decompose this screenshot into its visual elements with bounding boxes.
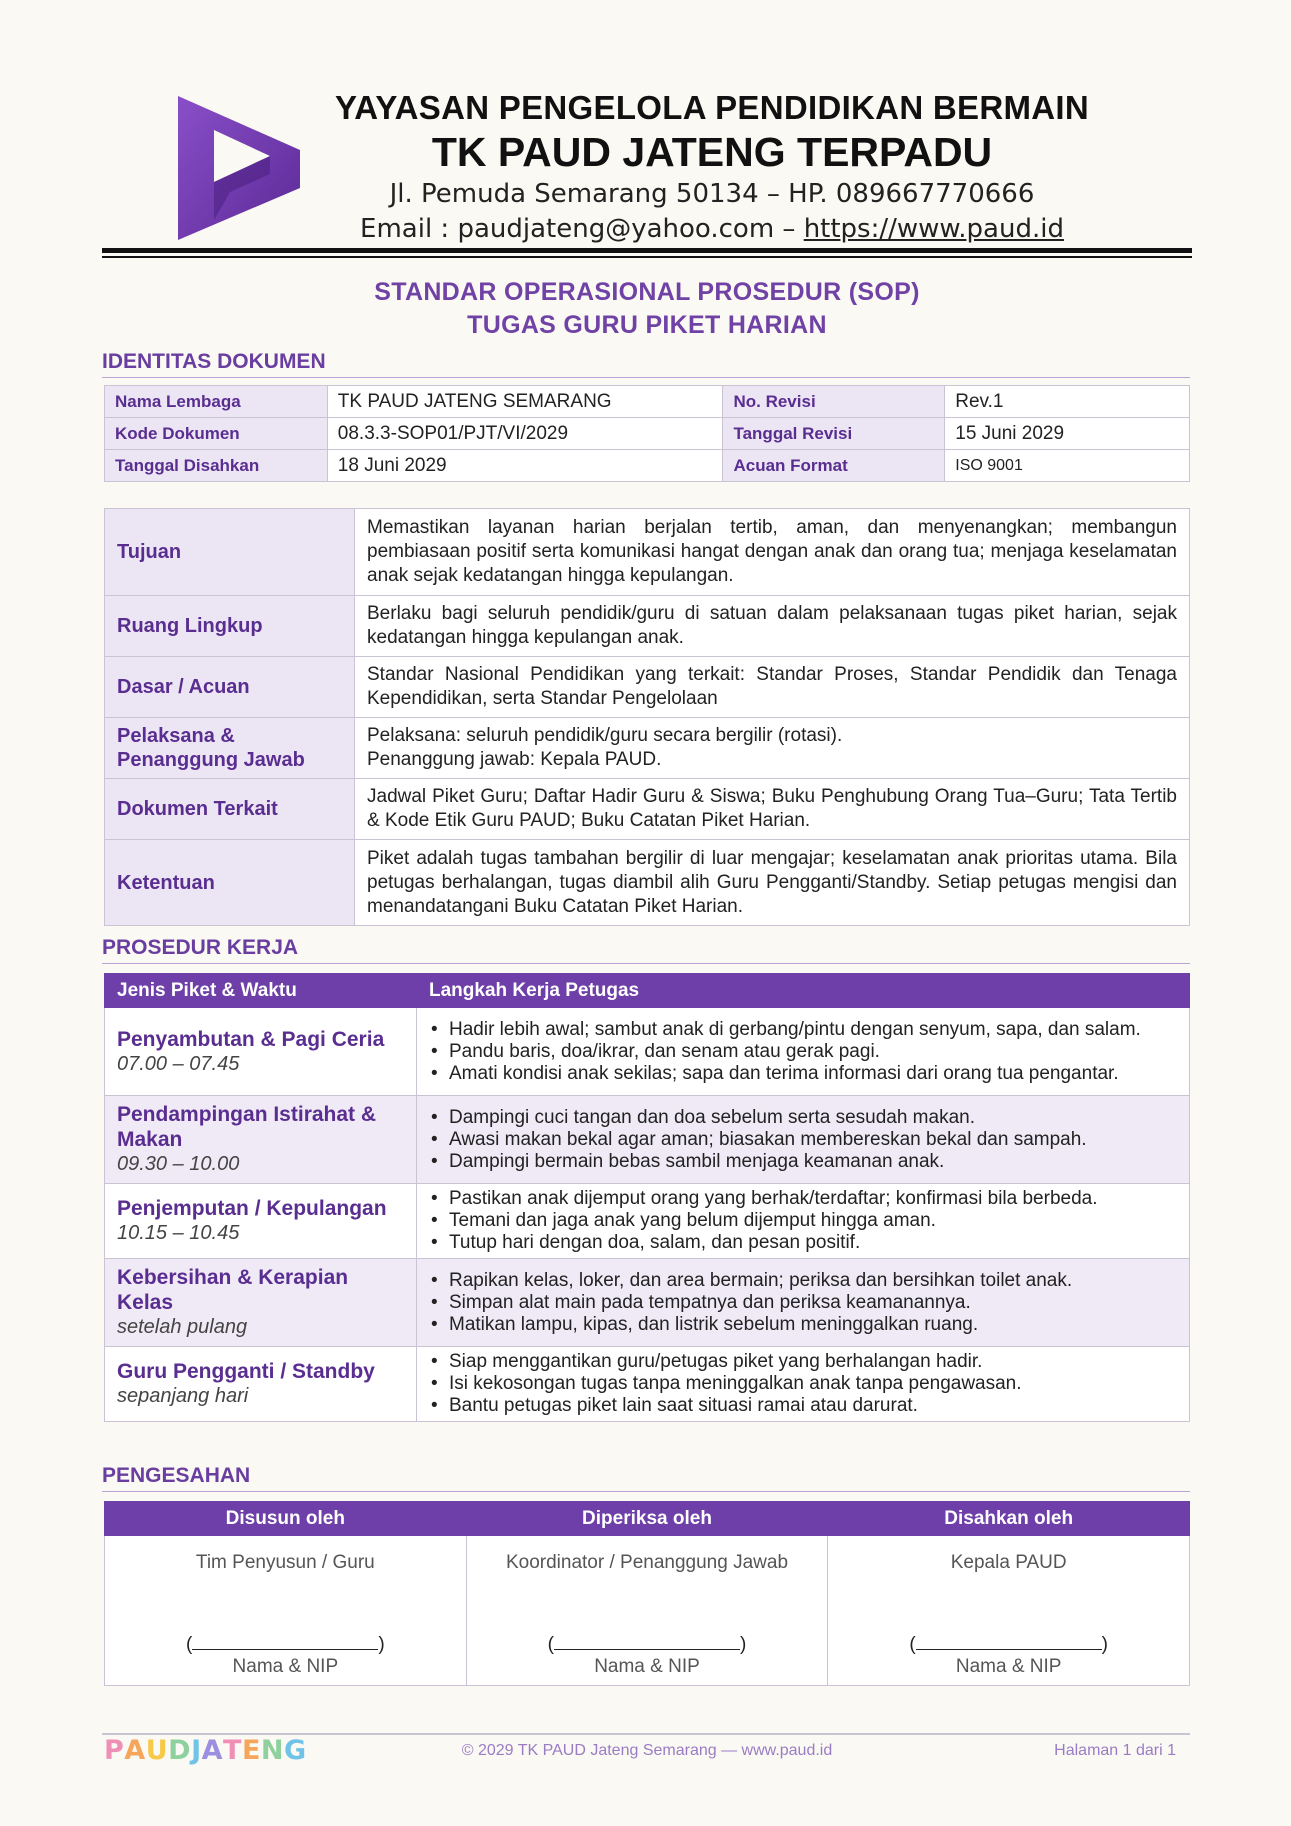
- info-value: [355, 718, 1190, 779]
- procedure-time: sepanjang hari: [117, 1385, 249, 1407]
- identity-label: Kode Dokumen: [105, 418, 328, 450]
- identity-label: Tanggal Disahkan: [105, 450, 328, 482]
- signature-cell: [828, 1536, 1190, 1686]
- info-value-line: Pelaksana: seluruh pendidik/guru secara bergilir (rotasi).: [367, 725, 843, 746]
- identity-row: [105, 418, 1190, 450]
- procedure-step: • Dampingi bermain bebas sambil menjaga keamanan anak.: [431, 1151, 1177, 1173]
- procedure-row: [105, 1008, 1190, 1096]
- procedure-step: • Tutup hari dengan doa, salam, dan pesan positif.: [431, 1232, 1177, 1254]
- footer-logo-letter: T: [223, 1735, 242, 1766]
- procedure-step: • Matikan lampu, kipas, dan listrik sebelum meninggalkan ruang.: [431, 1314, 1177, 1336]
- procedure-row: [105, 1096, 1190, 1184]
- info-label: Pelaksana & Penanggung Jawab: [105, 718, 355, 779]
- procedure-steps-list: [431, 1270, 1177, 1336]
- procedure-time: 09.30 – 10.00: [117, 1153, 240, 1175]
- school-contact: [332, 212, 1092, 246]
- procedure-steps-cell: [417, 1259, 1190, 1347]
- procedure-step: • Hadir lebih awal; sambut anak di gerbang/pintu dengan senyum, sapa, dan salam.: [431, 1019, 1177, 1041]
- letterhead: [102, 88, 1192, 256]
- identity-row: [105, 450, 1190, 482]
- procedure-step: • Temani dan jaga anak yang belum dijemput hingga aman.: [431, 1210, 1177, 1232]
- footer-logo-letter: N: [260, 1735, 284, 1766]
- info-label: Dokumen Terkait: [105, 779, 355, 840]
- identity-value: ISO 9001: [945, 450, 1190, 482]
- procedure-row: [105, 1184, 1190, 1259]
- identity-label: Tanggal Revisi: [723, 418, 945, 450]
- procedure-col-jenis: Jenis Piket & Waktu: [105, 974, 417, 1008]
- procedure-steps-list: [431, 1351, 1177, 1417]
- signature-blank: [554, 1632, 740, 1650]
- signature-close-paren: ): [739, 1634, 747, 1655]
- title-line-1: STANDAR OPERASIONAL PROSEDUR (SOP): [374, 278, 920, 306]
- procedure-jenis-cell: [105, 1008, 417, 1096]
- info-row: [105, 596, 1190, 657]
- identity-label: Acuan Format: [723, 450, 945, 482]
- signature-open-paren: (: [909, 1634, 916, 1655]
- letterhead-text: [332, 88, 1092, 246]
- procedure-name: Kebersihan & Kerapian Kelas: [117, 1266, 349, 1314]
- procedure-steps-cell: [417, 1008, 1190, 1096]
- signature-close-paren: ): [1101, 1634, 1108, 1655]
- procedure-steps-list: [431, 1188, 1177, 1254]
- footer-logo-letter: P: [104, 1735, 125, 1766]
- procedure-step: • Bantu petugas piket lain saat situasi ramai atau darurat.: [431, 1395, 1177, 1417]
- procedure-steps-list: [431, 1107, 1177, 1173]
- letterhead-rule-thin: [102, 256, 1192, 258]
- info-value: Memastikan layanan harian berjalan tertib, aman, dan menyenangkan; membangun pembiasaan positif serta komunikasi hangat dengan anak dan orang tua; menjaga keselamatan anak sejak kedatangan hingga kepulangan.: [355, 509, 1190, 596]
- procedure-step: • Isi kekosongan tugas tanpa meninggalkan anak tanpa pengawasan.: [431, 1373, 1177, 1395]
- signature-col-title: Disahkan oleh: [828, 1502, 1190, 1536]
- procedure-jenis-cell: [105, 1184, 417, 1259]
- signature-line: [467, 1632, 828, 1656]
- signature-line: [105, 1632, 466, 1656]
- signature-nip-label: Nama & NIP: [955, 1656, 1062, 1677]
- identity-value: 18 Juni 2029: [327, 450, 723, 482]
- footer-logo-letter: E: [241, 1735, 261, 1766]
- info-label: Ruang Lingkup: [105, 596, 355, 657]
- procedure-row: [105, 1259, 1190, 1347]
- procedure-table: [104, 973, 1190, 1422]
- info-value: Piket adalah tugas tambahan bergilir di luar mengajar; keselamatan anak prioritas utama. Bila petugas berhalangan, tugas diambil alih Guru Pengganti/Standby. Setiap petugas mengisi dan menandatangani Buku Catatan Piket Harian.: [355, 840, 1190, 926]
- footer-logo-letter: D: [168, 1735, 192, 1766]
- school-name: TK PAUD JATENG TERPADU: [431, 129, 993, 175]
- signature-blank: [192, 1632, 378, 1650]
- procedure-step: • Simpan alat main pada tempatnya dan periksa keamanannya.: [431, 1292, 1177, 1314]
- info-value: Berlaku bagi seluruh pendidik/guru di satuan dalam pelaksanaan tugas piket harian, sejak kedatangan hingga kepulangan anak.: [355, 596, 1190, 657]
- signature-table: [104, 1501, 1190, 1686]
- procedure-steps-list: [431, 1019, 1177, 1085]
- signature-cell: [105, 1536, 467, 1686]
- info-label: Ketentuan: [105, 840, 355, 926]
- footer-page-number: Halaman 1 dari 1: [1054, 1742, 1176, 1759]
- identity-value: 15 Juni 2029: [945, 418, 1190, 450]
- email-text: Email : paudjateng@yahoo.com –: [360, 214, 804, 244]
- identity-table: [104, 385, 1190, 482]
- foundation-name: YAYASAN PENGELOLA PENDIDIKAN BERMAIN: [334, 89, 1090, 126]
- signature-line: [828, 1632, 1189, 1656]
- procedure-row: [105, 1347, 1190, 1422]
- info-label: Tujuan: [105, 509, 355, 596]
- procedure-name: Guru Pengganti / Standby: [117, 1360, 375, 1383]
- procedure-step: • Siap menggantikan guru/petugas piket yang berhalangan hadir.: [431, 1351, 1177, 1373]
- signature-close-paren: ): [378, 1634, 385, 1655]
- procedure-step: • Awasi makan bekal agar aman; biasakan membereskan bekal dan sampah.: [431, 1129, 1177, 1151]
- signature-col-title: Diperiksa oleh: [466, 1502, 828, 1536]
- procedure-col-langkah: Langkah Kerja Petugas: [417, 974, 1190, 1008]
- procedure-steps-cell: [417, 1096, 1190, 1184]
- identity-value: Rev.1: [945, 386, 1190, 418]
- procedure-time: 07.00 – 07.45: [117, 1052, 240, 1075]
- footer-logo-letter: A: [201, 1735, 224, 1766]
- sop-info-table: [104, 508, 1190, 926]
- procedure-step: • Pastikan anak dijemput orang yang berhak/terdaftar; konfirmasi bila berbeda.: [431, 1188, 1177, 1210]
- procedure-step: • Rapikan kelas, loker, dan area bermain; periksa dan bersihkan toilet anak.: [431, 1270, 1177, 1292]
- info-row: [105, 509, 1190, 596]
- section-heading-pengesahan: PENGESAHAN: [102, 1464, 1190, 1492]
- identity-value: 08.3.3-SOP01/PJT/VI/2029: [327, 418, 723, 450]
- info-value: Jadwal Piket Guru; Daftar Hadir Guru & Siswa; Buku Penghubung Orang Tua–Guru; Tata Tertib & Kode Etik Guru PAUD; Buku Catatan Piket Harian.: [355, 779, 1190, 840]
- identity-value: TK PAUD JATENG SEMARANG: [327, 386, 723, 418]
- identity-label: No. Revisi: [723, 386, 945, 418]
- signature-role: Tim Penyusun / Guru: [195, 1552, 375, 1573]
- info-row: [105, 657, 1190, 718]
- signature-nip-label: Nama & NIP: [594, 1656, 700, 1677]
- procedure-time: 10.15 – 10.45: [117, 1222, 240, 1244]
- procedure-name: Penjemputan / Kepulangan: [117, 1197, 387, 1220]
- footer-logo-letter: A: [124, 1735, 146, 1766]
- signature-role: Koordinator / Penanggung Jawab: [505, 1552, 789, 1573]
- website-link[interactable]: https://www.paud.id: [803, 214, 1064, 244]
- procedure-jenis-cell: [105, 1347, 417, 1422]
- info-label: Dasar / Acuan: [105, 657, 355, 718]
- info-value-line: Penanggung jawab: Kepala PAUD.: [367, 749, 662, 770]
- procedure-name: Penyambutan & Pagi Ceria: [117, 1027, 385, 1051]
- footer-copyright: © 2029 TK PAUD Jateng Semarang — www.paud.id: [461, 1742, 833, 1759]
- procedure-step: • Dampingi cuci tangan dan doa sebelum serta sesudah makan.: [431, 1107, 1177, 1129]
- signature-cell: [466, 1536, 828, 1686]
- identity-label: Nama Lembaga: [105, 386, 328, 418]
- footer-logo-letter: U: [145, 1735, 169, 1766]
- info-value: Standar Nasional Pendidikan yang terkait: Standar Proses, Standar Pendidik dan Tenaga Kependidikan, serta Standar Pengelolaan: [355, 657, 1190, 718]
- footer-logo-letter: G: [284, 1735, 307, 1766]
- identity-row: [105, 386, 1190, 418]
- procedure-step: • Pandu baris, doa/ikrar, dan senam atau gerak pagi.: [431, 1041, 1177, 1063]
- info-row: [105, 718, 1190, 779]
- info-row: [105, 840, 1190, 926]
- signature-open-paren: (: [547, 1634, 554, 1655]
- section-heading-prosedur: PROSEDUR KERJA: [102, 936, 1190, 964]
- letterhead-rule-thick: [102, 248, 1192, 253]
- document-title: [102, 276, 1192, 342]
- footer-logo-letter: J: [191, 1735, 202, 1766]
- procedure-step: • Amati kondisi anak sekilas; sapa dan terima informasi dari orang tua pengantar.: [431, 1063, 1177, 1085]
- title-line-2: TUGAS GURU PIKET HARIAN: [467, 311, 827, 339]
- signature-nip-label: Nama & NIP: [232, 1656, 339, 1677]
- school-address: Jl. Pemuda Semarang 50134 – HP. 089667770666: [389, 179, 1035, 209]
- procedure-jenis-cell: [105, 1259, 417, 1347]
- procedure-jenis-cell: [105, 1096, 417, 1184]
- procedure-time: setelah pulang: [117, 1316, 248, 1338]
- paud-logo-icon: [174, 92, 304, 242]
- procedure-steps-cell: [417, 1184, 1190, 1259]
- procedure-steps-cell: [417, 1347, 1190, 1422]
- signature-blank: [916, 1632, 1102, 1650]
- section-heading-identitas: IDENTITAS DOKUMEN: [102, 350, 1190, 378]
- signature-role: Kepala PAUD: [950, 1552, 1067, 1573]
- info-row: [105, 779, 1190, 840]
- procedure-name: Pendampingan Istirahat & Makan: [117, 1103, 377, 1151]
- signature-col-title: Disusun oleh: [105, 1502, 467, 1536]
- signature-open-paren: (: [186, 1634, 193, 1655]
